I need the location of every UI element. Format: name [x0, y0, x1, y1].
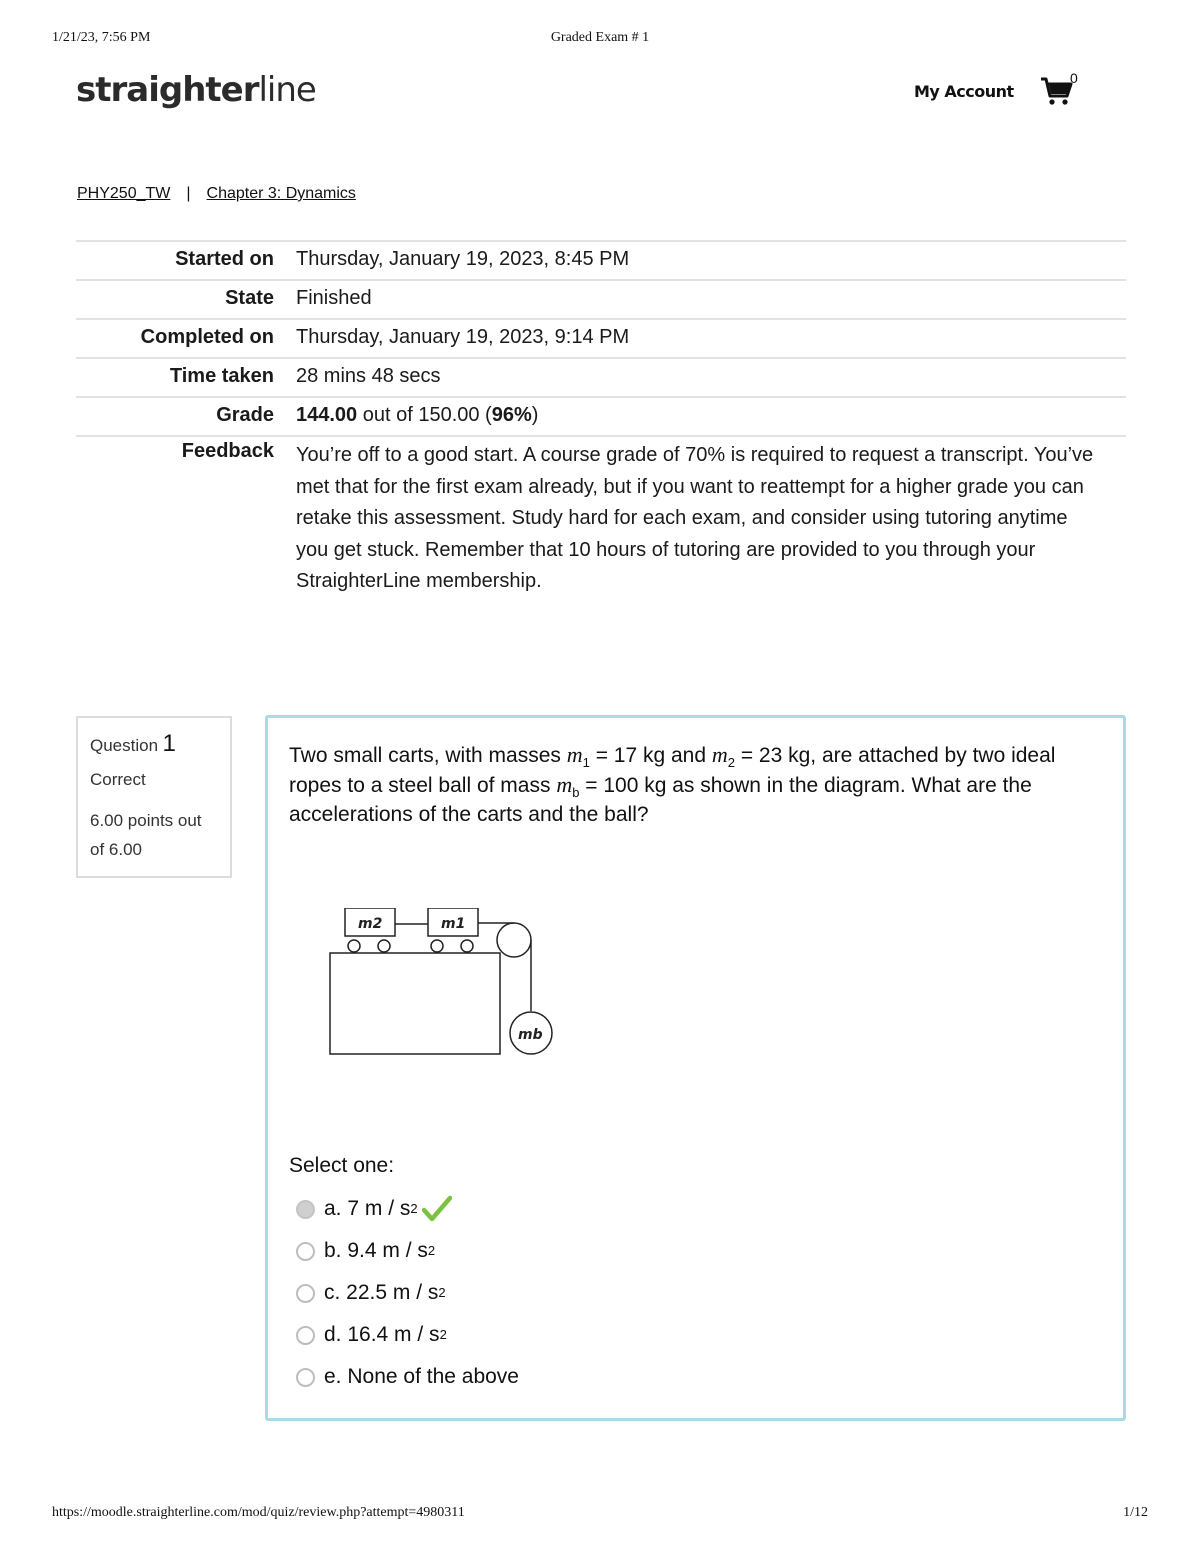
print-doc-title: Graded Exam # 1 — [550, 30, 650, 45]
print-datetime: 1/21/23, 7:56 PM — [52, 30, 151, 45]
question-number-line — [90, 730, 218, 758]
breadcrumb-chapter-link[interactable]: Chapter 3: Dynamics — [206, 185, 356, 202]
summary-row-feedback — [76, 436, 1126, 603]
math-subscript: 2 — [727, 755, 735, 771]
attempt-summary-table — [76, 240, 1126, 603]
my-account-link[interactable]: My Account — [914, 82, 1014, 101]
pulley — [497, 923, 531, 957]
logo-text-bold: straighter — [76, 70, 259, 110]
question-info-panel — [76, 716, 232, 878]
breadcrumb-separator: | — [186, 185, 191, 202]
answer-option-c[interactable]: c. 22.5 m / s 2 — [296, 1272, 519, 1314]
answer-label: c. 22.5 m / s — [324, 1281, 439, 1304]
summary-value: Thursday, January 19, 2023, 8:45 PM — [296, 248, 630, 270]
breadcrumb-course-link[interactable]: PHY250_TW — [77, 185, 171, 202]
radio-button[interactable] — [296, 1368, 315, 1387]
label-m1: m1 — [441, 916, 466, 932]
question-content-box — [265, 715, 1126, 1421]
select-one-prompt: Select one: — [289, 1154, 395, 1177]
summary-row-grade — [76, 397, 1126, 436]
wheel — [378, 940, 390, 952]
summary-row-state — [76, 280, 1126, 319]
label-m2: m2 — [358, 916, 383, 932]
summary-label: Feedback — [181, 440, 274, 462]
radio-button[interactable] — [296, 1326, 315, 1345]
question-grade: 6.00 points out of 6.00 — [90, 811, 202, 859]
summary-value: 28 mins 48 secs — [296, 365, 441, 387]
answer-option-b[interactable]: b. 9.4 m / s 2 — [296, 1230, 519, 1272]
question-number: 1 — [162, 730, 176, 757]
summary-value: Thursday, January 19, 2023, 9:14 PM — [296, 326, 630, 348]
summary-value — [296, 397, 1126, 436]
answer-label: a. 7 m / s — [324, 1197, 411, 1220]
grade-close: ) — [531, 404, 539, 426]
summary-label: State — [225, 287, 274, 309]
radio-button[interactable] — [296, 1284, 315, 1303]
answer-label: b. 9.4 m / s — [324, 1239, 428, 1262]
feedback-text: You’re off to a good start. A course grade of 70% is required to request a transcript. You’ve met that for the first exam already, but if you want to reattempt for a higher grade you can retake this assessment. Study hard for each exam, and consider using tutoring anytime you get stuck. Remember that 10 hours of tutoring are provided to you through your StraighterLine membership. — [296, 444, 1094, 592]
radio-button[interactable] — [296, 1242, 315, 1261]
summary-label: Grade — [216, 404, 274, 426]
breadcrumb — [77, 185, 356, 203]
cart-icon[interactable] — [1040, 76, 1074, 106]
question-label: Question — [90, 736, 159, 755]
cart-count-badge: 0 — [1070, 70, 1078, 86]
grade-percent: 96% — [491, 404, 532, 426]
grade-score: 144.00 — [296, 404, 358, 426]
answer-option-d[interactable]: d. 16.4 m / s 2 — [296, 1314, 519, 1356]
answer-list — [296, 1188, 519, 1398]
print-url: https://moodle.straighterline.com/mod/quiz/review.php?attempt=4980311 — [52, 1505, 465, 1520]
answer-label: e. None of the above — [324, 1365, 519, 1388]
question-text-part: = 23 kg, are attached by two ideal ropes to a steel ball of mass — [289, 744, 1056, 797]
summary-value: Finished — [296, 287, 372, 309]
correct-check-icon — [422, 1195, 452, 1223]
answer-option-e[interactable] — [296, 1356, 519, 1398]
answer-option-a[interactable]: a. 7 m / s 2 — [296, 1188, 519, 1230]
math-symbol-m: m — [711, 742, 728, 767]
summary-label: Time taken — [169, 365, 274, 387]
question-text-part: Two small carts, with masses — [289, 744, 567, 767]
math-symbol-m: m — [556, 772, 573, 797]
summary-row-time — [76, 358, 1126, 397]
wheel — [348, 940, 360, 952]
question-text — [289, 740, 1109, 829]
math-subscript: b — [572, 785, 580, 801]
label-mb: mb — [518, 1027, 543, 1043]
summary-label: Started on — [175, 248, 274, 270]
logo-text-light: line — [258, 70, 316, 110]
straighterline-logo[interactable] — [76, 70, 316, 110]
question-text-part: = 17 kg and — [589, 744, 712, 767]
table-block — [330, 953, 500, 1054]
wheel — [431, 940, 443, 952]
radio-button-selected[interactable] — [296, 1200, 315, 1219]
grade-out-of: out of 150.00 ( — [362, 404, 492, 426]
wheel — [461, 940, 473, 952]
question-state: Correct — [90, 770, 146, 789]
summary-label: Completed on — [140, 326, 274, 348]
summary-row-completed — [76, 319, 1126, 358]
carts-pulley-diagram — [321, 908, 571, 1068]
summary-row-started — [76, 241, 1126, 280]
math-subscript: 1 — [582, 755, 590, 771]
question-text-part: = 100 kg as shown in the diagram. What are the accelerations of the carts and the ball? — [289, 774, 1032, 826]
answer-label: d. 16.4 m / s — [324, 1323, 440, 1346]
print-page-number: 1/12 — [1123, 1505, 1148, 1520]
math-symbol-m: m — [566, 742, 583, 767]
